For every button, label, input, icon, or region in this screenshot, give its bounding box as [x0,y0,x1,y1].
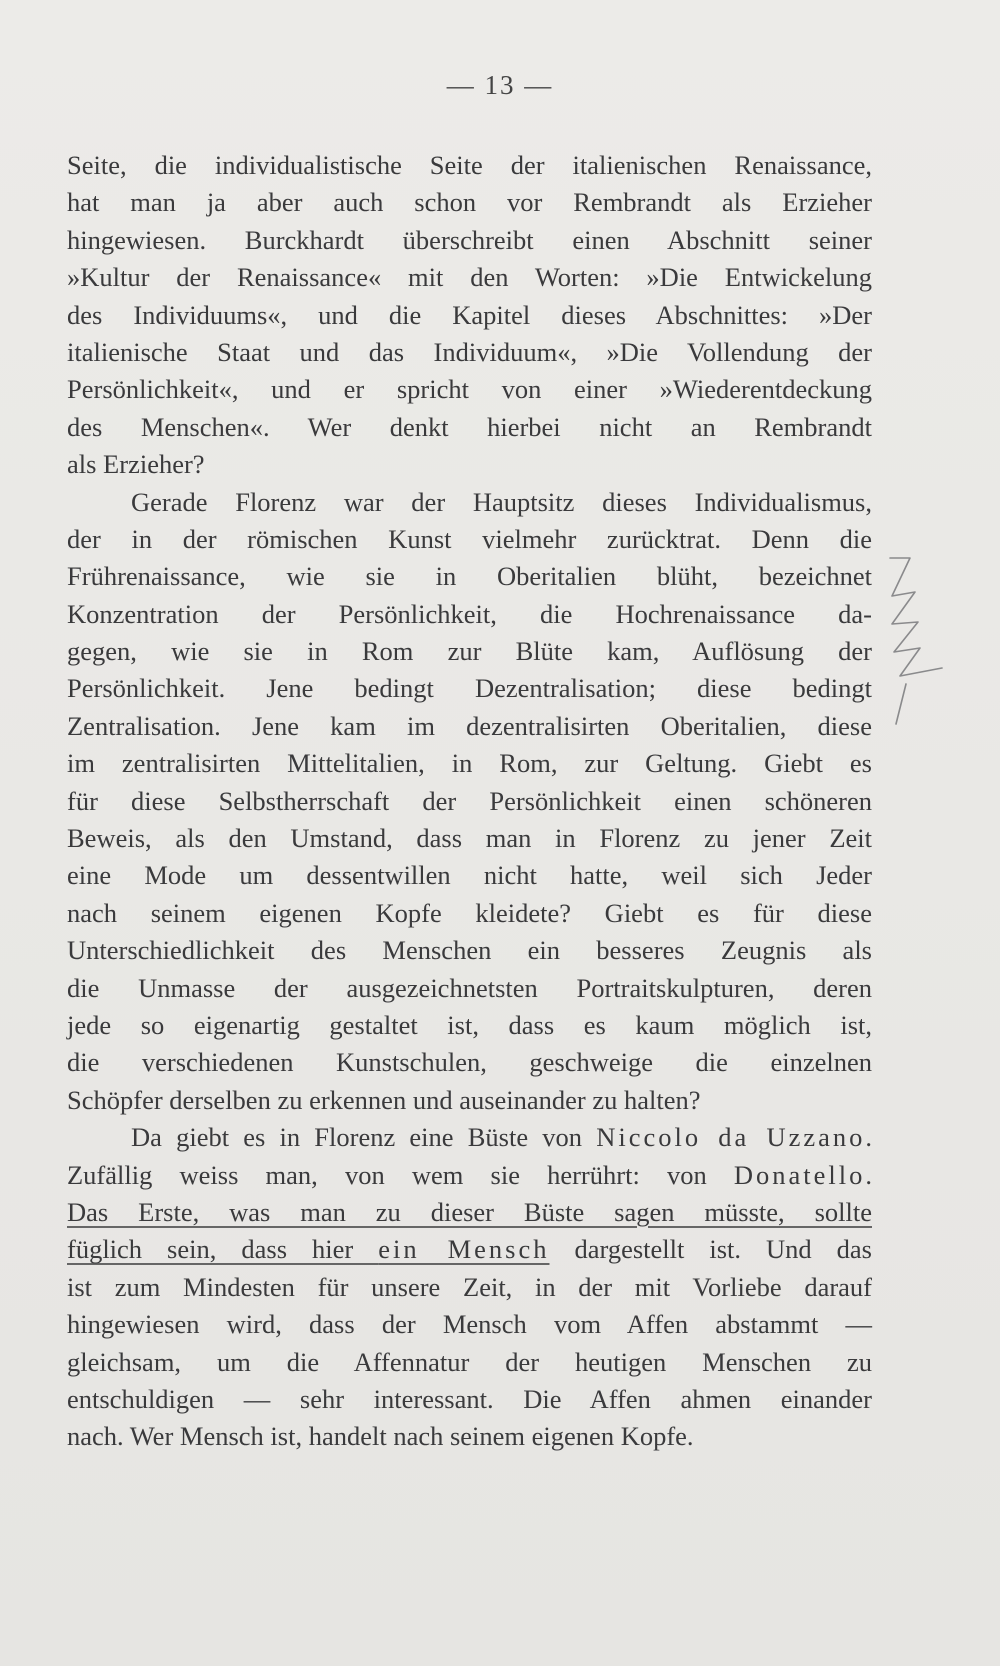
text-line: des Menschen«. Wer denkt hierbei nicht an Rembrandt [67,411,872,442]
spaced-name: Donatello [733,1159,866,1190]
text-line: jede so eigenartig gestaltet ist, dass es kaum möglich ist, [67,1009,872,1040]
text-line: Frührenaissance, wie sie in Oberitalien blüht, bezeichnet [67,561,872,592]
text-line: entschuldigen — sehr interessant. Die Affen ahmen einander [67,1383,872,1414]
text-line: Konzentration der Persönlichkeit, die Hochrenaissance da- [67,598,872,629]
text-line: Zentralisation. Jene kam im dezentralisirten Oberitalien, diese [67,710,872,741]
text-line: für diese Selbstherrschaft der Persönlichkeit einen schöneren [67,785,872,816]
page-number: — 13 — [446,70,554,100]
text-line: die verschiedenen Kunstschulen, geschweige die einzelnen [67,1047,872,1078]
body-text [67,147,872,1456]
text-line: nach seinem eigenen Kopfe kleidete? Giebt es für diese [67,897,872,928]
text-line: die Unmasse der ausgezeichnetsten Portraitskulpturen, deren [67,972,872,1003]
text-line [67,1157,872,1194]
text-line: Seite, die individualistische Seite der italienischen Renaissance, [67,150,872,180]
spaced-name: Niccolo da Uzzano [596,1122,866,1153]
text-line: als Erzieher? [67,449,205,480]
text-line: gleichsam, um die Affennatur der heutigen Menschen zu [67,1346,872,1377]
text-line: hingewiesen wird, dass der Mensch vom Affen abstammt — [67,1309,872,1340]
text-line: im zentralisirten Mittelitalien, in Rom, zur Geltung. Giebt es [67,748,872,779]
pencil-marginal-mark [880,556,950,726]
text-line: ist zum Mindesten für unsere Zeit, in der mit Vorliebe darauf [67,1271,872,1302]
text-line: gegen, wie sie in Rom zur Blüte kam, Auflösung der [67,636,872,667]
text-line: des Individuums«, und die Kapitel dieses Abschnittes: »Der [67,299,872,330]
text-segment: . [865,1122,872,1153]
text-line: Gerade Florenz war der Hauptsitz dieses Individualismus, [131,486,872,517]
text-line: Beweis, als den Umstand, dass man in Florenz zu jener Zeit [67,823,872,854]
text-line [67,1231,872,1268]
text-segment: Zufällig weiss man, von wem sie herrührt: von [67,1159,734,1190]
text-line: eine Mode um dessentwillen nicht hatte, weil sich Jeder [67,860,872,891]
text-line: der in der römischen Kunst vielmehr zurücktrat. Denn die [67,523,872,554]
text-line [67,1119,872,1156]
text-segment: dargestellt ist. Und das [549,1234,872,1265]
text-line: hingewiesen. Burckhardt überschreibt einen Abschnitt seiner [67,224,872,255]
text-segment-underlined: füglich sein, dass hier [67,1234,379,1265]
text-line-underlined: Das Erste, was man zu dieser Büste sagen müsste, sollte [67,1196,872,1227]
text-segment: . [865,1159,872,1190]
text-line: »Kultur der Renaissance« mit den Worten: »Die Entwickelung [67,262,872,293]
text-line: Schöpfer derselben zu erkennen und auseinander zu halten? [67,1084,701,1115]
text-line: Unterschiedlichkeit des Menschen ein besseres Zeugnis als [67,935,872,966]
text-line: Persönlichkeit. Jene bedingt Dezentralisation; diese bedingt [67,673,872,704]
text-line: hat man ja aber auch schon vor Rembrandt als Erzieher [67,187,872,218]
text-line: nach. Wer Mensch ist, handelt nach seinem eigenen Kopfe. [67,1421,694,1452]
text-line: italienische Staat und das Individuum«, »Die Vollendung der [67,336,872,367]
spaced-emphasis: ein Mensch [378,1234,550,1265]
text-segment: Da giebt es in Florenz eine Büste von [131,1122,597,1153]
text-line: Persönlichkeit«, und er spricht von einer »Wiederentdeckung [67,374,872,405]
